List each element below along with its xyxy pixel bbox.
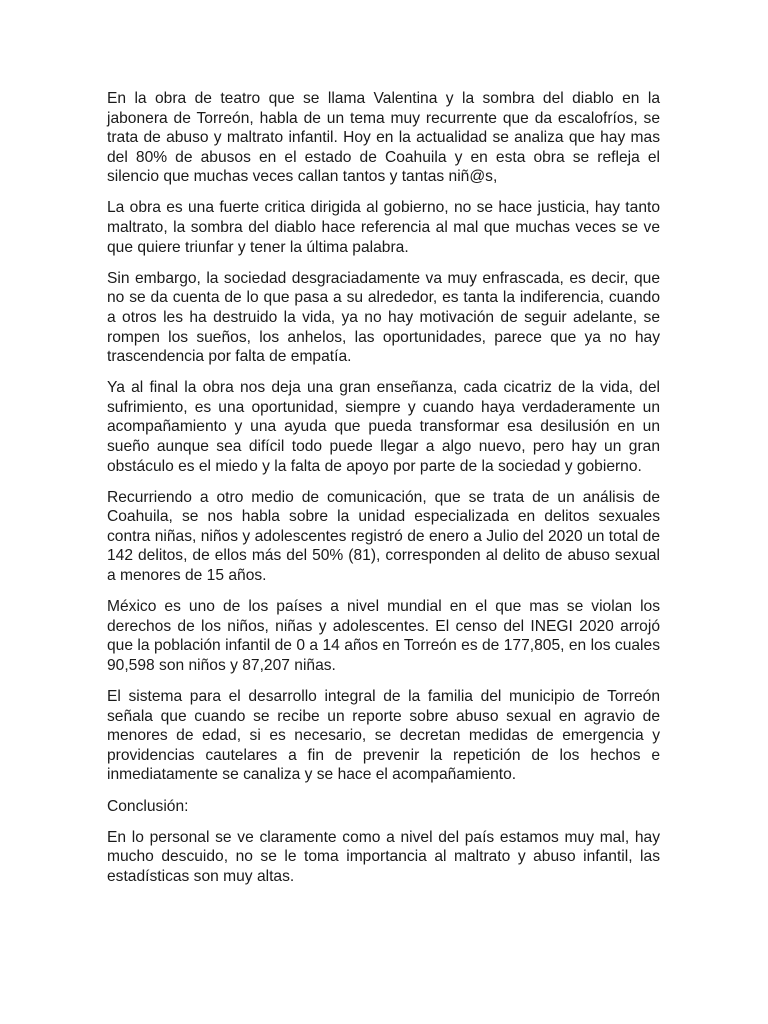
paragraph-3: Sin embargo, la sociedad desgraciadamente va muy enfrascada, es decir, que no se da cuenta de lo que pasa a su alrededor, es tanta la indiferencia, cuando a otros les ha destruido la vida, ya no hay motivación de seguir adelante, se rompen los sueños, los anhelos, las oportunidades, parece que ya no hay trascendencia por falta de empatía. (107, 269, 660, 366)
conclusion-heading: Conclusión: (107, 797, 189, 815)
paragraph-1: En la obra de teatro que se llama Valentina y la sombra del diablo en la jabonera de Torreón, habla de un tema muy recurrente que da escalofríos, se trata de abuso y maltrato infantil. Hoy en la actualidad se analiza que hay mas del 80% de abusos en el estado de Coahuila y en esta obra se refleja el silencio que muchas veces callan tantos y tantas niñ@s, (107, 90, 660, 186)
paragraph-conclusion: En lo personal se ve claramente como a nivel del país estamos muy mal, hay mucho descuido, no se le toma importancia al maltrato y abuso infantil, las estadísticas son muy altas. (107, 828, 660, 885)
document-body (107, 89, 660, 898)
paragraph-6: México es uno de los países a nivel mundial en el que mas se violan los derechos de los niños, niñas y adolescentes. El censo del INEGI 2020 arrojó que la población infantil de 0 a 14 años en Torreón es de 177,805, en los cuales 90,598 son niños y 87,207 niñas. (107, 598, 660, 674)
paragraph-2: La obra es una fuerte critica dirigida al gobierno, no se hace justicia, hay tanto maltrato, la sombra del diablo hace referencia al mal que muchas veces se ve que quiere triunfar y tener la última palabra. (107, 199, 660, 256)
paragraph-5: Recurriendo a otro medio de comunicación, que se trata de un análisis de Coahuila, se nos habla sobre la unidad especializada en delitos sexuales contra niñas, niños y adolescentes registró de enero a Julio del 2020 un total de 142 delitos, de ellos más del 50% (81), corresponden al delito de abuso sexual a menores de 15 años. (107, 488, 660, 585)
paragraph-7: El sistema para el desarrollo integral de la familia del municipio de Torreón señala que cuando se recibe un reporte sobre abuso sexual en agravio de menores de edad, si es necesario, se decretan medidas de emergencia y providencias cautelares a fin de prevenir la repetición de los hechos e inmediatamente se canaliza y se hace el acompañamiento. (107, 688, 660, 784)
paragraph-4: Ya al final la obra nos deja una gran enseñanza, cada cicatriz de la vida, del sufrimiento, es una oportunidad, siempre y cuando haya verdaderamente un acompañamiento y una ayuda que pueda transformar esa desilusión en un sueño aunque sea difícil todo puede llegar a algo nuevo, pero hay un gran obstáculo es el miedo y la falta de apoyo por parte de la sociedad y gobierno. (107, 379, 660, 475)
